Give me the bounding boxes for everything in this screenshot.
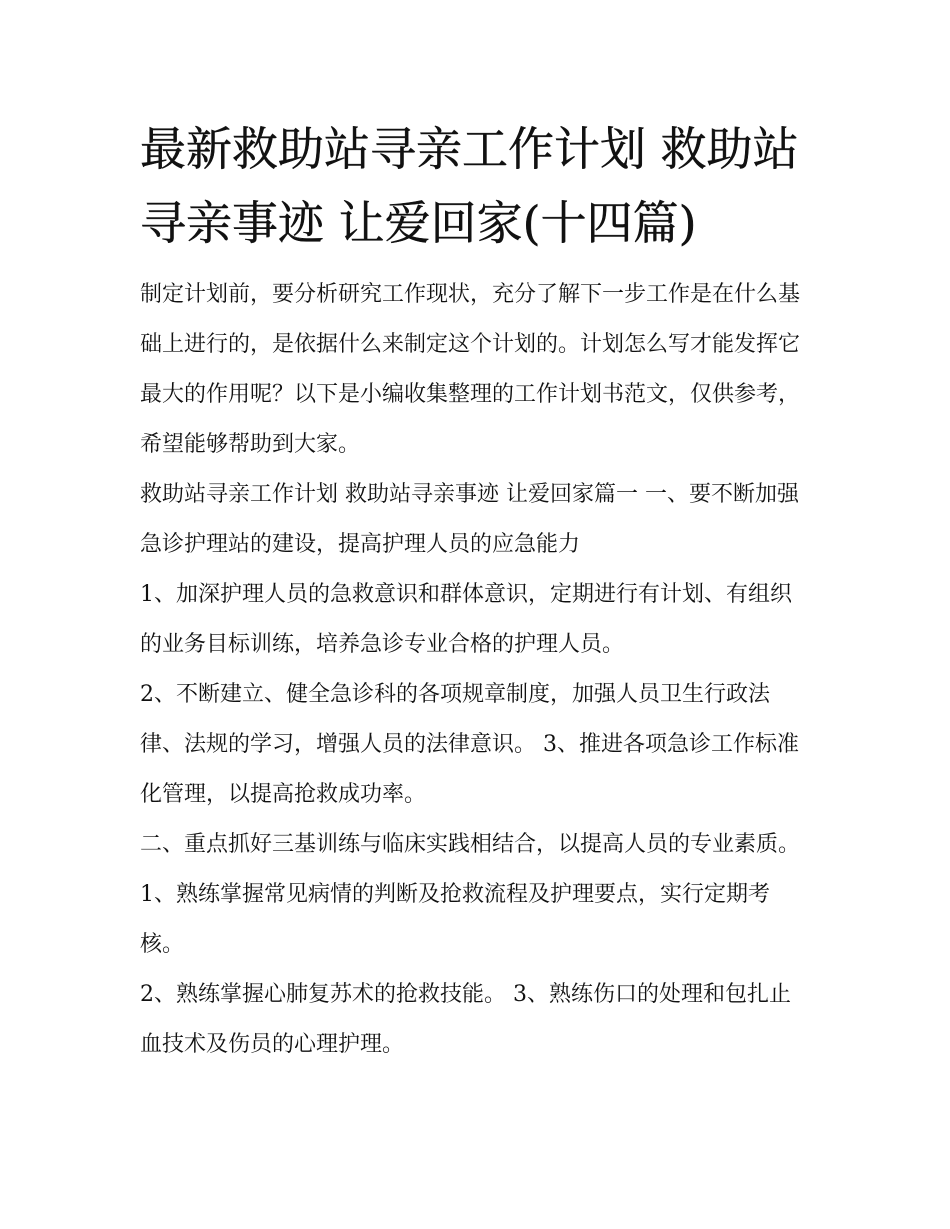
intro-paragraph: 制定计划前，要分析研究工作现状，充分了解下一步工作是在什么基础上进行的，是依据什么来制定这个计划的。计划怎么写才能发挥它最大的作用呢？以下是小编收集整理的工作计划书范文，仅供参考，希望能够帮助到大家。	[140, 282, 801, 457]
items-two-three-paragraph: 2、不断建立、健全急诊科的各项规章制度，加强人员卫生行政法律、法规的学习，增强人员的法律意识。 3、推进各项急诊工作标准化管理，以提高抢救成功率。	[140, 682, 799, 807]
section-one-heading-paragraph: 救助站寻亲工作计划 救助站寻亲事迹 让爱回家篇一 一、要不断加强急诊护理站的建设，提高护理人员的应急能力	[140, 482, 799, 557]
document-title: 最新救助站寻亲工作计划 救助站寻亲事迹 让爱回家(十四篇)	[140, 122, 799, 250]
section-two-paragraph: 二、重点抓好三基训练与临床实践相结合，以提高人员的专业素质。 1、熟练掌握常见病情的判断及抢救流程及护理要点，实行定期考核。	[140, 832, 801, 957]
section-two-items-paragraph: 2、熟练掌握心肺复苏术的抢救技能。 3、熟练伤口的处理和包扎止血技术及伤员的心理护理。	[140, 982, 791, 1057]
item-one-paragraph: 1、加深护理人员的急救意识和群体意识，定期进行有计划、有组织的业务目标训练，培养急诊专业合格的护理人员。	[140, 582, 792, 657]
document-body	[140, 112, 812, 1070]
